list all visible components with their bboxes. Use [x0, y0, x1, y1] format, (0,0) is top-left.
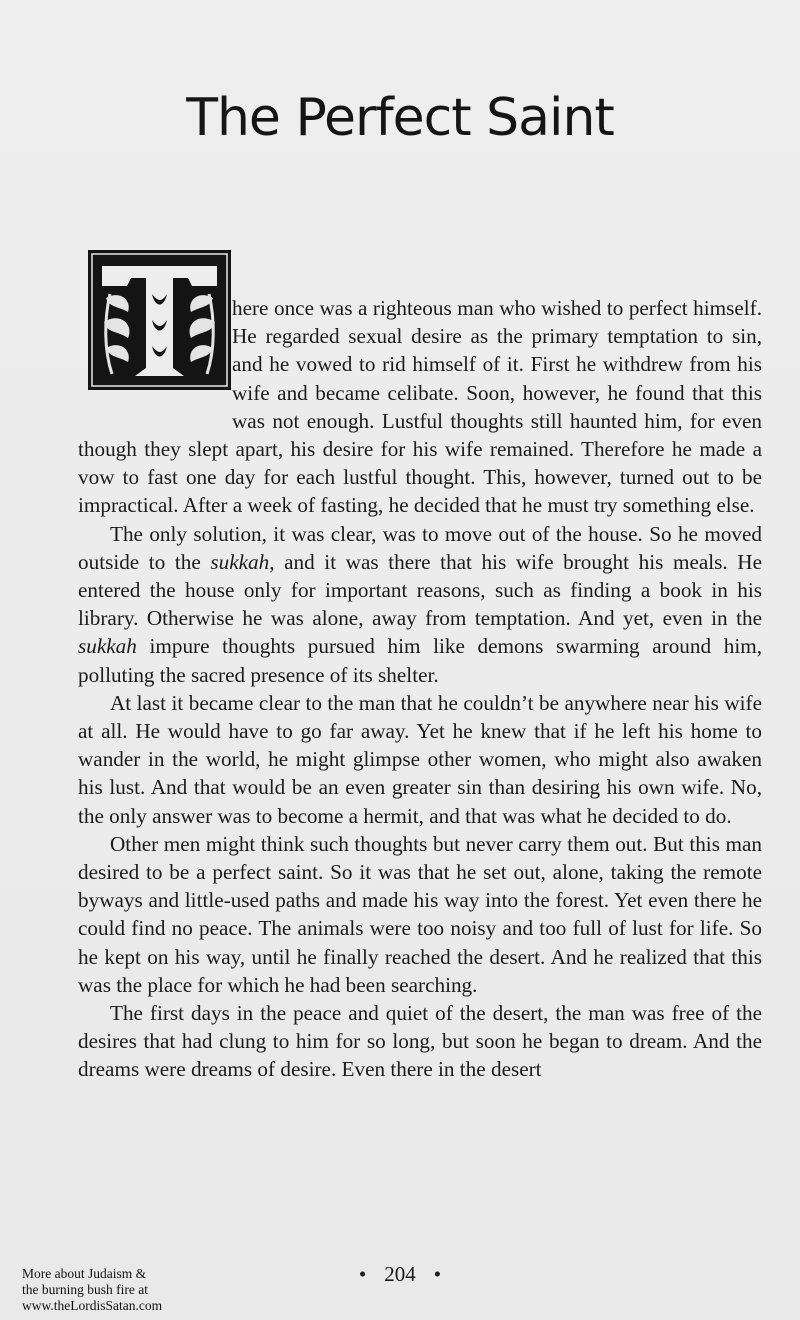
footer-note [22, 1266, 162, 1314]
paragraph-1 [78, 294, 762, 520]
paragraph-4: Other men might think such thoughts but never carry them out. But this man desired to be a perfect saint. So it was that he set out, alone, taking the remote byways and little-used paths and made his way into the forest. Yet even there he could find no peace. The animals were too noisy and too full of lust for life. So he kept on his way, until he finally reached the desert. And he realized that this was the place for which he had been searching. [78, 831, 762, 997]
paragraph-5: The first days in the peace and quiet of the desert, the man was free of the desires that had clung to him for so long, but soon he began to dream. And the dreams were dreams of desire. Even there in the desert [78, 1001, 762, 1082]
bullet-left: • [358, 1262, 367, 1286]
footer-link[interactable]: www.theLordisSatan.com [22, 1298, 163, 1313]
paragraph-3: At last it became clear to the man that he couldn’t be anywhere near his wife at all. He would have to go far away. Yet he knew that if he left his home to wander in the world, he might glimpse other women, who might also awaken his lust. And that would be an even greater sin than desiring his own wife. No, the only answer was to become a hermit, and that was what he decided to do. [78, 690, 762, 828]
dropcap-spacer [78, 294, 232, 412]
footer-line-1: More about Judaism & [22, 1266, 147, 1281]
story-text [78, 294, 762, 1084]
paragraph-1-text: here once was a righteous man who wished to perfect himself. He regarded sexual desire as the primary temptation to sin, and he vowed to rid himself of it. First he withdrew from his wife and became celibate. Soon, however, he found that this was not enough. Lustful thoughts still haunted him, for even though they slept apart, his desire for his wife remained. Therefore he made a vow to fast one day for each lustful thought. This, however, turned out to be impractical. After a week of fasting, he decided that he must try something else. [78, 296, 762, 518]
bullet-right: • [433, 1262, 442, 1286]
footer-line-2: the burning bush fire at [22, 1282, 148, 1297]
paragraph-2: The only solution, it was clear, was to move out of the house. So he moved outside to the sukkah, and it was there that his wife brought his meals. He entered the house only for important reasons, such as finding a book in his library. Otherwise he was alone, away from temptation. And yet, even in the sukkah impure thoughts pursued him like demons swarming around him, polluting the sacred presence of its shelter. [78, 521, 762, 687]
page-title: The Perfect Saint [186, 88, 614, 148]
page-number: 204 [384, 1262, 416, 1286]
